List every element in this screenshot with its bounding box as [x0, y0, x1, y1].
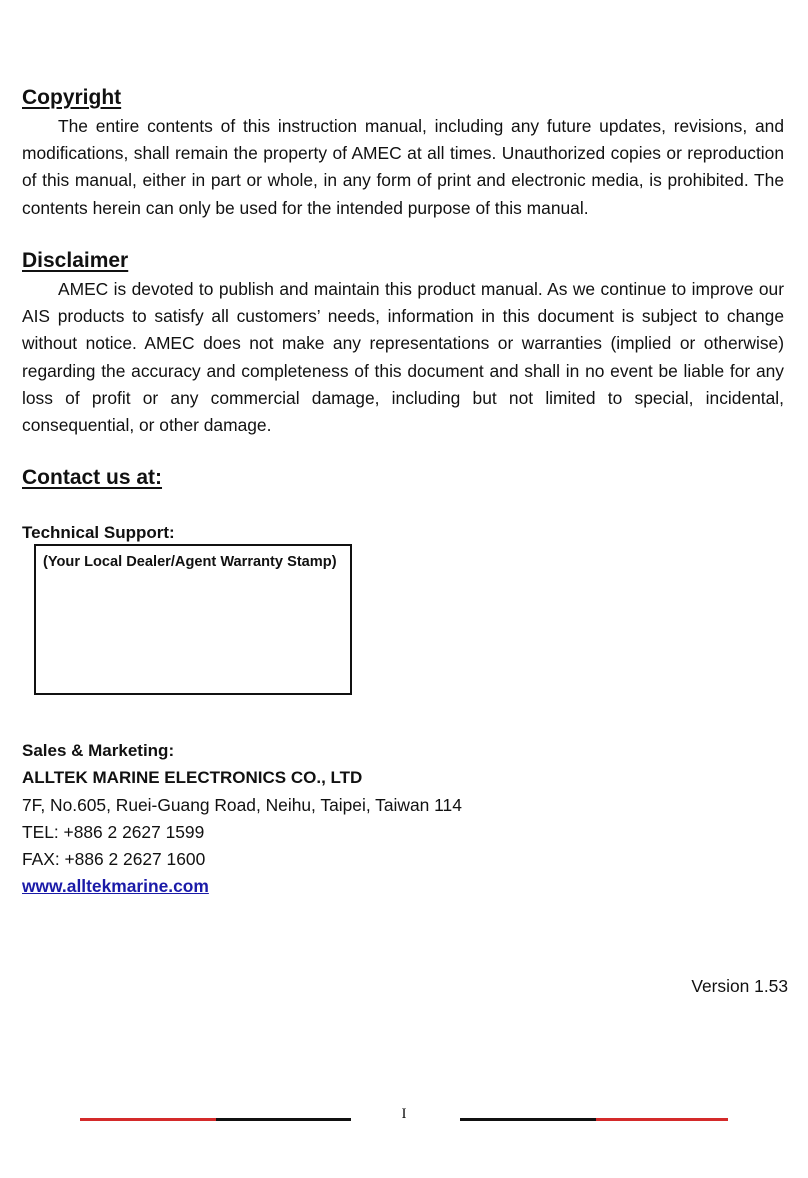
copyright-heading: Copyright — [22, 86, 122, 109]
company-tel: TEL: +886 2 2627 1599 — [22, 822, 205, 842]
website-link[interactable]: www.alltekmarine.com — [22, 876, 209, 896]
footer-bar-right-red — [596, 1118, 728, 1121]
footer-bar-right-black — [460, 1118, 596, 1121]
disclaimer-heading: Disclaimer — [22, 249, 129, 272]
warranty-stamp-box — [34, 544, 352, 695]
website-line — [22, 875, 209, 897]
contact-heading: Contact us at: — [22, 466, 163, 489]
copyright-text: The entire contents of this instruction manual, including any future updates, revisions, and modifications, shall remain the property of AMEC at all times. Unauthorized copies or reproduction of this manual, either in part or whole, in any form of print and electronic media, is prohibited. The contents herein can only be used for the intended purpose of this manual. — [22, 116, 784, 218]
version-label: Version 1.53 — [691, 976, 788, 996]
page-number: I — [401, 1106, 407, 1122]
technical-support-label: Technical Support: — [22, 523, 175, 542]
warranty-stamp-label: (Your Local Dealer/Agent Warranty Stamp) — [43, 554, 337, 570]
company-address: 7F, No.605, Ruei-Guang Road, Neihu, Taipei, Taiwan 114 — [22, 795, 462, 815]
company-fax: FAX: +886 2 2627 1600 — [22, 849, 206, 869]
sales-marketing-label: Sales & Marketing: — [22, 741, 175, 760]
disclaimer-text: AMEC is devoted to publish and maintain this product manual. As we continue to improve our AIS products to satisfy all customers’ needs, information in this document is subject to change without notice. AMEC does not make any representations or warranties (implied or otherwise) regarding the accuracy and completeness of this document and shall in no event be liable for any loss of profit or any commercial damage, including but not limited to special, incidental, consequential, or other damage. — [22, 279, 784, 436]
company-name: ALLTEK MARINE ELECTRONICS CO., LTD — [22, 768, 363, 787]
